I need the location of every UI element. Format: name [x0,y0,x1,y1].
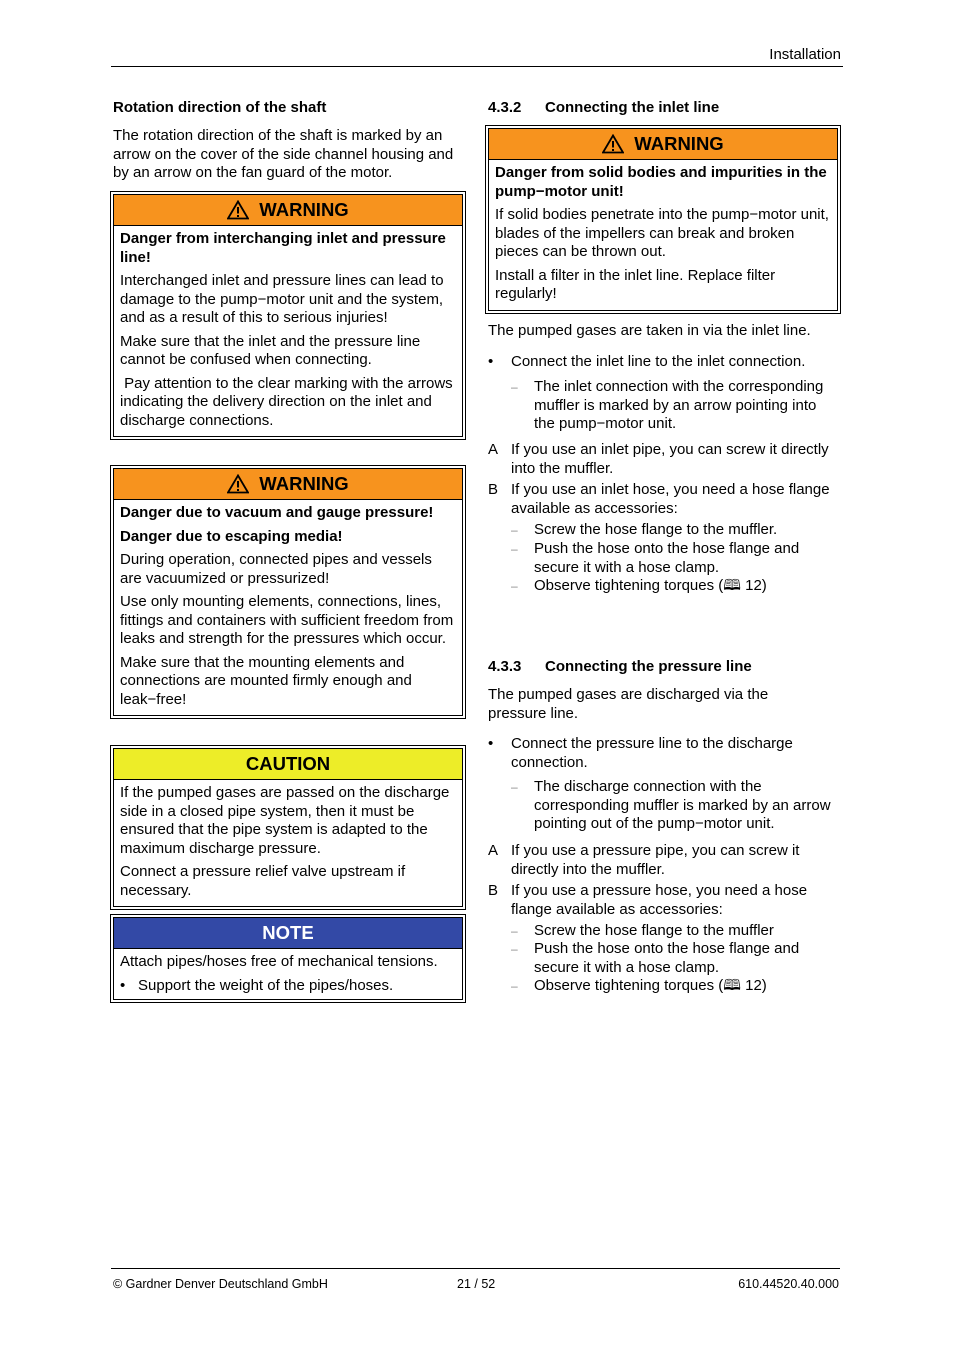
header-rule [111,66,843,67]
option-text: If you use an inlet pipe, you can screw it directly into the muffler. [511,441,829,477]
note-box [110,914,466,1003]
option-text: If you use an inlet hose, you need a hose flange available as accessories: [511,481,830,517]
inlet-bullet: • Connect the inlet line to the inlet connection. [488,353,840,372]
pressure-option-b [488,882,840,919]
warning-box-interchange [110,191,466,440]
footer-page-number: 21 / 52 [457,1277,496,1291]
inlet-b-dash-3: – Observe tightening torques (🕮 12) [511,577,841,596]
dash-text-page-ref[interactable]: Observe tightening torques (🕮 12) [534,577,767,594]
warning-text: Interchanged inlet and pressure lines can lead to damage to the pump−motor unit and the system, and as a result of this to serious injuries! [120,272,444,326]
pressure-b-dash-3: – Observe tightening torques (🕮 12) [511,977,841,996]
caution-header [114,749,462,780]
dash-text: Push the hose onto the hose flange and secure it with a hose clamp. [534,540,800,576]
warning-header [114,469,462,500]
inlet-dash-item: – The inlet connection with the corresponding muffler is marked by an arrow pointing into the pump−motor unit. [511,378,841,434]
warning-triangle-icon [227,474,249,494]
section-heading-inlet: Connecting the inlet line [545,99,720,116]
option-marker: A [488,842,499,859]
pressure-bullet-text: Connect the pressure line to the discharge connection. [511,735,793,771]
option-marker: A [488,441,499,458]
warning-label: WARNING [259,472,349,494]
note-header [114,918,462,949]
rotation-heading: Rotation direction of the shaft [113,99,327,116]
footer-doc-number: 610.44520.40.000 [738,1277,839,1291]
caution-box [110,745,466,910]
warning-title: Danger from solid bodies and impurities in the pump−motor unit! [495,164,827,200]
warning-text: Make sure that the inlet and the pressure line cannot be confused when connecting. [120,332,421,368]
inlet-option-a [488,441,840,478]
pressure-b-dash-2: – Push the hose onto the hose flange and secure it with a hose clamp. [511,940,841,977]
inlet-b-dash-2: – Push the hose onto the hose flange and secure it with a hose clamp. [511,540,841,577]
inlet-dash-text: The inlet connection with the corresponding muffler is marked by an arrow pointing into the pump−motor unit. [534,378,824,432]
inlet-intro: The pumped gases are taken in via the inlet line. [488,322,811,339]
note-text: Attach pipes/hoses free of mechanical tensions. [120,953,438,970]
warning-text: Pay attention to the clear marking with the arrows indicating the delivery direction on the inlet and discharge connections. [120,374,457,429]
option-marker: B [488,481,499,498]
rotation-text: The rotation direction of the shaft is marked by an arrow on the cover of the side channel housing and by an arrow on the fan guard of the motor. [113,127,454,181]
warning-box-solid-bodies [485,125,841,314]
warning-box-vacuum [110,465,466,719]
note-list [120,977,456,996]
section-heading-pressure: Connecting the pressure line [545,658,752,675]
caution-text: If the pumped gases are passed on the discharge side in a closed pipe system, then it must be ensured that the pipe system is adapted to the maximum discharge pressure. [120,784,450,857]
warning-label: WARNING [634,132,724,154]
pressure-dash-text: The discharge connection with the corresponding muffler is marked by an arrow pointing out of the pump−motor unit. [534,778,831,832]
warning-text: Install a filter in the inlet line. Replace filter regularly! [495,266,776,302]
warning-title: Danger due to escaping media! [120,527,343,545]
note-list-item: • Support the weight of the pipes/hoses. [120,977,456,996]
inlet-option-b [488,481,840,518]
inlet-b-dash-1: – Screw the hose flange to the muffler. [511,521,841,540]
option-text: If you use a pressure hose, you need a hose flange available as accessories: [511,882,808,918]
warning-title: Danger from interchanging inlet and pressure line! [120,230,446,266]
option-text: If you use a pressure pipe, you can screw it directly into the muffler. [511,842,800,878]
pressure-dash-item: – The discharge connection with the corresponding muffler is marked by an arrow pointing out of the pump−motor unit. [511,778,846,834]
inlet-bullet-text: Connect the inlet line to the inlet connection. [511,353,806,370]
warning-label: WARNING [259,198,349,220]
section-number-pressure: 4.3.3 [488,658,522,675]
pressure-option-a [488,842,840,879]
pressure-bullet: • Connect the pressure line to the discharge connection. [488,735,828,772]
pressure-intro: The pumped gases are discharged via the pressure line. [488,686,769,722]
note-label: NOTE [262,921,314,943]
warning-title: Danger due to vacuum and gauge pressure! [120,504,434,521]
warning-text: Make sure that the mounting elements and connections are mounted firmly enough and leak−free! [120,653,412,708]
warning-header [489,129,837,160]
section-number-inlet: 4.3.2 [488,99,522,116]
pressure-b-dash-1: – Screw the hose flange to the muffler [511,922,841,941]
warning-text: Use only mounting elements, connections, lines, fittings and containers with sufficient freedom from leaks and strength for the pressures which occur. [120,593,454,647]
warning-triangle-icon [227,200,249,220]
warning-triangle-icon [602,134,624,154]
header-section-title: Installation [769,46,841,63]
warning-header [114,195,462,226]
option-marker: B [488,882,499,899]
footer-rule [111,1268,840,1269]
warning-text: If solid bodies penetrate into the pump−motor unit, blades of the impellers can break and broken pieces can be thrown out. [495,206,829,260]
dash-text-page-ref[interactable]: Observe tightening torques (🕮 12) [534,977,767,994]
dash-text: Push the hose onto the hose flange and secure it with a hose clamp. [534,940,800,976]
caution-text: Connect a pressure relief valve upstream if necessary. [120,863,406,899]
footer-copyright: © Gardner Denver Deutschland GmbH [113,1277,328,1291]
dash-text: Screw the hose flange to the muffler. [534,521,778,538]
dash-text: Screw the hose flange to the muffler [534,922,774,939]
warning-text: During operation, connected pipes and vessels are vacuumized or pressurized! [120,551,432,587]
caution-label: CAUTION [245,752,331,774]
